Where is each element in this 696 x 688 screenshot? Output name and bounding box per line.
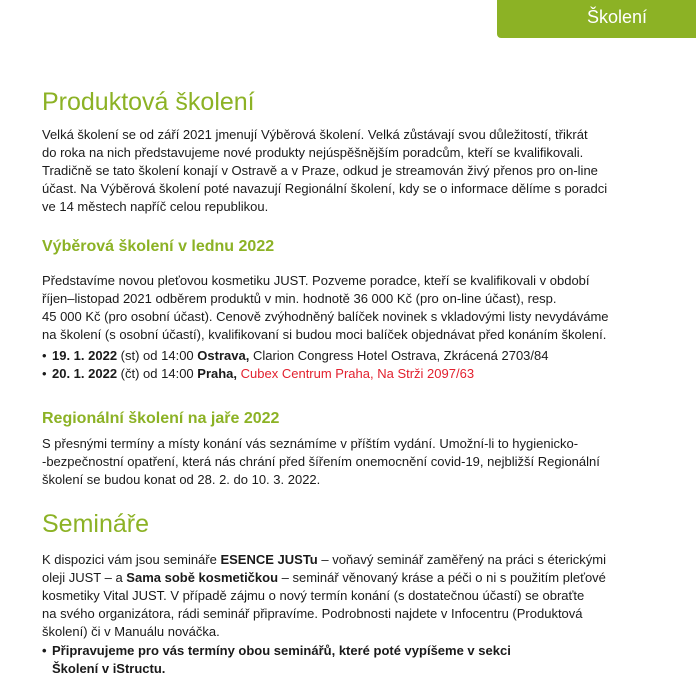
event-city: Ostrava,: [197, 348, 250, 363]
section-title-vyberova: Výběrová školení v lednu 2022: [42, 238, 275, 255]
text-line: na školení (s osobní účastí), kvalifikovaní si budou moci balíček objednávat před konáním školení.: [42, 327, 607, 342]
text-line: kosmetiky Vital JUST. V případě zájmu o nový termín konání (s dostatečnou účastí) se obraťte: [42, 588, 585, 603]
text-run: oleji JUST – a: [42, 570, 127, 585]
text-run: – seminář věnovaný kráse a péči o ni s použitím pleťové: [278, 570, 606, 585]
text-line: 45 000 Kč (pro osobní účast). Cenově zvýhodněný balíček novinek s vkladovými listy nevydáváme: [42, 309, 609, 324]
bullet: •: [42, 643, 47, 658]
text-line: účast. Na Výběrová školení poté navazují Regionální školení, kdy se o informace dělíme s poradci: [42, 181, 608, 196]
section-title-produktova: Produktová školení: [42, 88, 255, 116]
text-line: do roka na nich představujeme nové produkty nejúspěšnějším poradcům, kteří se kvalifikovali.: [42, 145, 584, 160]
text-line: ve 14 městech napříč celou republikou.: [42, 199, 269, 214]
bullet: •: [42, 366, 47, 381]
event-time: (čt) od 14:00: [117, 366, 198, 381]
text-line: Tradičně se tato školení konají v Ostravě a v Praze, odkud je streamován živý přenos pro on-line: [42, 163, 598, 178]
text-line: [42, 569, 682, 587]
paragraph-vyberova: [42, 272, 682, 344]
text-line: školení) či v Manuálu nováčka.: [42, 624, 220, 639]
text-line: na svého organizátora, rádi seminář připravíme. Podrobnosti najdete v Infocentru (Produktová: [42, 606, 583, 621]
text-line: školení se budou konat od 28. 2. do 10. 3. 2022.: [42, 472, 321, 487]
text-line: -bezpečnostní opatření, která nás chrání před šířením onemocnění covid-19, nejbližší Regionální: [42, 454, 600, 469]
note-line: Školení v iStructu.: [52, 661, 166, 676]
paragraph-regionalni: [42, 435, 682, 489]
event-date: 19. 1. 2022: [52, 348, 118, 363]
event-city: Praha,: [197, 366, 238, 381]
note-line: Připravujeme pro vás termíny obou seminářů, které poté vypíšeme v sekci: [52, 643, 511, 658]
event-time: (st) od 14:00: [117, 348, 198, 363]
seminar-name-esence: ESENCE JUSTu: [220, 552, 318, 567]
seminar-name-sama: Sama sobě kosmetičkou: [126, 570, 279, 585]
text-run: K dispozici vám jsou semináře: [42, 552, 221, 567]
event-date: 20. 1. 2022: [52, 366, 118, 381]
section-tab-label: Školení: [587, 7, 648, 27]
text-line: [42, 551, 682, 569]
text-line: Velká školení se od září 2021 jmenují Výběrová školení. Velká zůstávají svou důležitostí, třikrát: [42, 127, 588, 142]
paragraph-produktova: [42, 126, 682, 216]
section-title-seminare: Semináře: [42, 510, 149, 538]
seminar-note: [42, 642, 511, 678]
event-place-link[interactable]: Cubex Centrum Praha, Na Strži 2097/63: [240, 366, 475, 381]
event-item-praha: [42, 365, 474, 383]
text-run: – voňavý seminář zaměřený na práci s éterickými: [317, 552, 607, 567]
event-place: Clarion Congress Hotel Ostrava, Zkrácená 2703/84: [249, 348, 549, 363]
text-line: S přesnými termíny a místy konání vás seznámíme v příštím vydání. Umožní-li to hygienicko-: [42, 436, 579, 451]
text-line: říjen–listopad 2021 odběrem produktů v min. hodnotě 36 000 Kč (pro on-line účast), resp.: [42, 291, 557, 306]
bullet: •: [42, 348, 47, 363]
section-tab: [497, 0, 696, 38]
text-line: Představíme novou pleťovou kosmetiku JUST. Pozveme poradce, kteří se kvalifikovali v období: [42, 273, 590, 288]
section-title-regionalni: Regionální školení na jaře 2022: [42, 410, 280, 427]
paragraph-seminare: [42, 551, 682, 641]
event-item-ostrava: [42, 347, 548, 365]
